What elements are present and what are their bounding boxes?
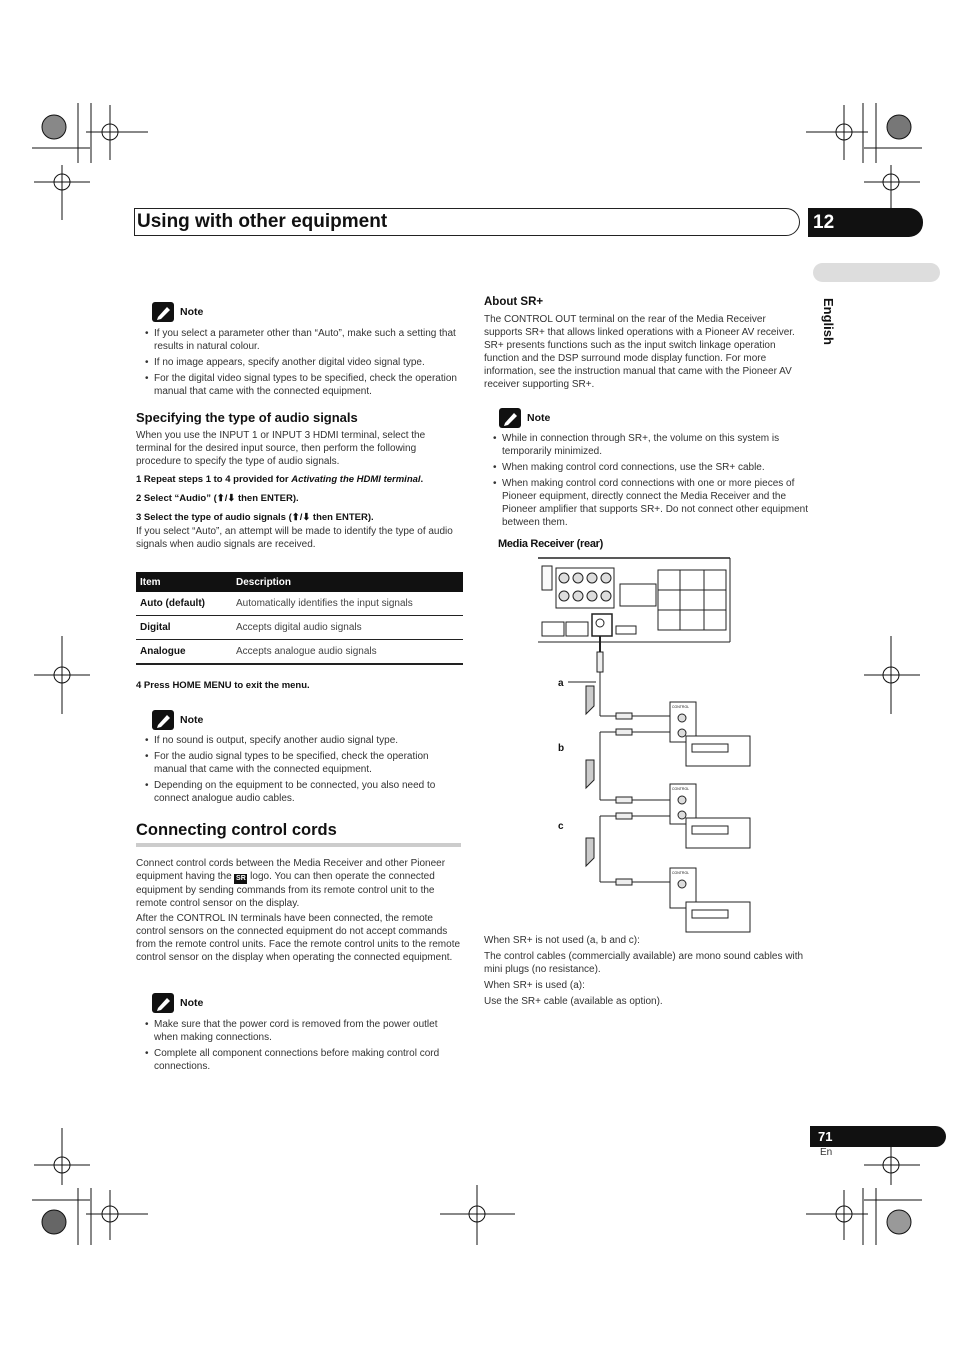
- paragraph: Use the SR+ cable (available as option).: [484, 996, 663, 1007]
- section-heading: Connecting control cords: [136, 821, 337, 839]
- page-title: Using with other equipment: [137, 211, 388, 232]
- step-2: 2 Select “Audio” (⬆/⬇ then ENTER).: [136, 493, 299, 504]
- table-row: [136, 592, 463, 616]
- table-cell: Digital: [136, 616, 232, 640]
- note-list: [144, 1018, 464, 1076]
- step-1: 1 Repeat steps 1 to 4 provided for Activating the HDMI terminal.: [136, 474, 424, 485]
- table-row: [136, 616, 463, 640]
- list-item: • When making control cord connections with one or more pieces of Pioneer equipment, directly connect the Media Receiver and the Pioneer amplifier that supports SR+. Do not connect other equipment between them.: [492, 477, 810, 529]
- page-language: En: [820, 1147, 833, 1158]
- list-item: • While in connection through SR+, the volume on this system is temporarily minimized.: [492, 432, 810, 458]
- paragraph: When you use the INPUT 1 or INPUT 3 HDMI terminal, select the terminal for the desired input source, then perform the following procedure to specify the type of audio signals.: [136, 430, 426, 467]
- table-cell: Analogue: [136, 640, 232, 665]
- list-item: • When making control cord connections, use the SR+ cable.: [492, 461, 810, 474]
- heading-underline: [136, 843, 461, 847]
- list-item: • Make sure that the power cord is removed from the power outlet when making connections.: [144, 1018, 464, 1044]
- note-label: Note: [180, 714, 204, 726]
- paragraph: Connect control cords between the Media Receiver and other Pioneer equipment having the SR logo. You can then operate the connected equipment by sending commands from its remote control unit to the remote control sensor on the display.: [136, 858, 446, 909]
- step-3: 3 Select the type of audio signals (⬆/⬇ then ENTER).: [136, 512, 374, 523]
- language-label: English: [821, 298, 836, 345]
- paragraph: When SR+ is used (a):: [484, 980, 585, 991]
- list-item: • If no image appears, specify another digital video signal type.: [144, 356, 464, 369]
- table-cell: Automatically identifies the input signals: [232, 592, 463, 616]
- audio-type-table: [136, 572, 463, 665]
- note-label: Note: [527, 412, 551, 424]
- paragraph: After the CONTROL IN terminals have been connected, the remote control sensors on the connected equipment do not accept commands from the remote control units. Face the remote control units to the remote control sensor on the display when operating the connected equipment.: [136, 913, 461, 963]
- table-row: [136, 640, 463, 665]
- table-cell: Accepts analogue audio signals: [232, 640, 463, 665]
- jack-label: CONTROL: [672, 705, 690, 709]
- sr-logo-icon: SR: [236, 875, 246, 882]
- table-cell: Auto (default): [136, 592, 232, 616]
- note-list: [144, 734, 464, 808]
- table-header: Description: [232, 572, 463, 592]
- paragraph: If you select “Auto”, an attempt will be made to identify the type of audio signals when audio signals are received.: [136, 526, 453, 550]
- list-item: • Complete all component connections before making control cord connections.: [144, 1047, 464, 1073]
- table-header: Item: [136, 572, 232, 592]
- paragraph: The CONTROL OUT terminal on the rear of the Media Receiver supports SR+ that allows linked operations with a Pioneer AV receiver. SR+ presents functions such as the input switch linkage operation function and the DSP surround mode display function. For more information, see the instruction manual that came with the Pioneer AV receiver supporting SR+.: [484, 314, 795, 390]
- table-header-row: [136, 572, 463, 592]
- note-list: [492, 432, 810, 532]
- section-heading: Specifying the type of audio signals: [136, 410, 358, 425]
- list-item: • If you select a parameter other than “Auto”, make such a setting that results in natural colour.: [144, 327, 464, 353]
- list-item: • For the audio signal types to be specified, check the operation manual that came with the connected equipment.: [144, 750, 464, 776]
- language-tab: [813, 263, 940, 282]
- page-number: 71: [818, 1129, 833, 1144]
- diagram-label-b: b: [558, 743, 565, 754]
- step-4: 4 Press HOME MENU to exit the menu.: [136, 680, 310, 691]
- list-item: • Depending on the equipment to be connected, you also need to connect analogue audio cables.: [144, 779, 464, 805]
- note-label: Note: [180, 997, 204, 1009]
- connection-diagram: [536, 556, 756, 936]
- jack-label: CONTROL: [672, 787, 690, 791]
- paragraph: When SR+ is not used (a, b and c):: [484, 935, 640, 946]
- diagram-title: Media Receiver (rear): [498, 538, 603, 550]
- pencil-icon: [152, 302, 174, 322]
- note-label: Note: [180, 306, 204, 318]
- list-item: • For the digital video signal types to be specified, check the operation manual that came with the connected equipment.: [144, 372, 464, 398]
- diagram-label-a: a: [558, 678, 564, 689]
- pencil-icon: [152, 710, 174, 730]
- table-cell: Accepts digital audio signals: [232, 616, 463, 640]
- note-list: [144, 327, 464, 401]
- list-item: • If no sound is output, specify another audio signal type.: [144, 734, 464, 747]
- pencil-icon: [499, 408, 521, 428]
- jack-label: CONTROL: [672, 871, 690, 875]
- diagram-label-c: c: [558, 821, 564, 832]
- subheading: About SR+: [484, 296, 544, 308]
- paragraph: The control cables (commercially available) are mono sound cables with mini plugs (no resistance).: [484, 951, 804, 975]
- pencil-icon: [152, 993, 174, 1013]
- chapter-number: 12: [813, 212, 835, 233]
